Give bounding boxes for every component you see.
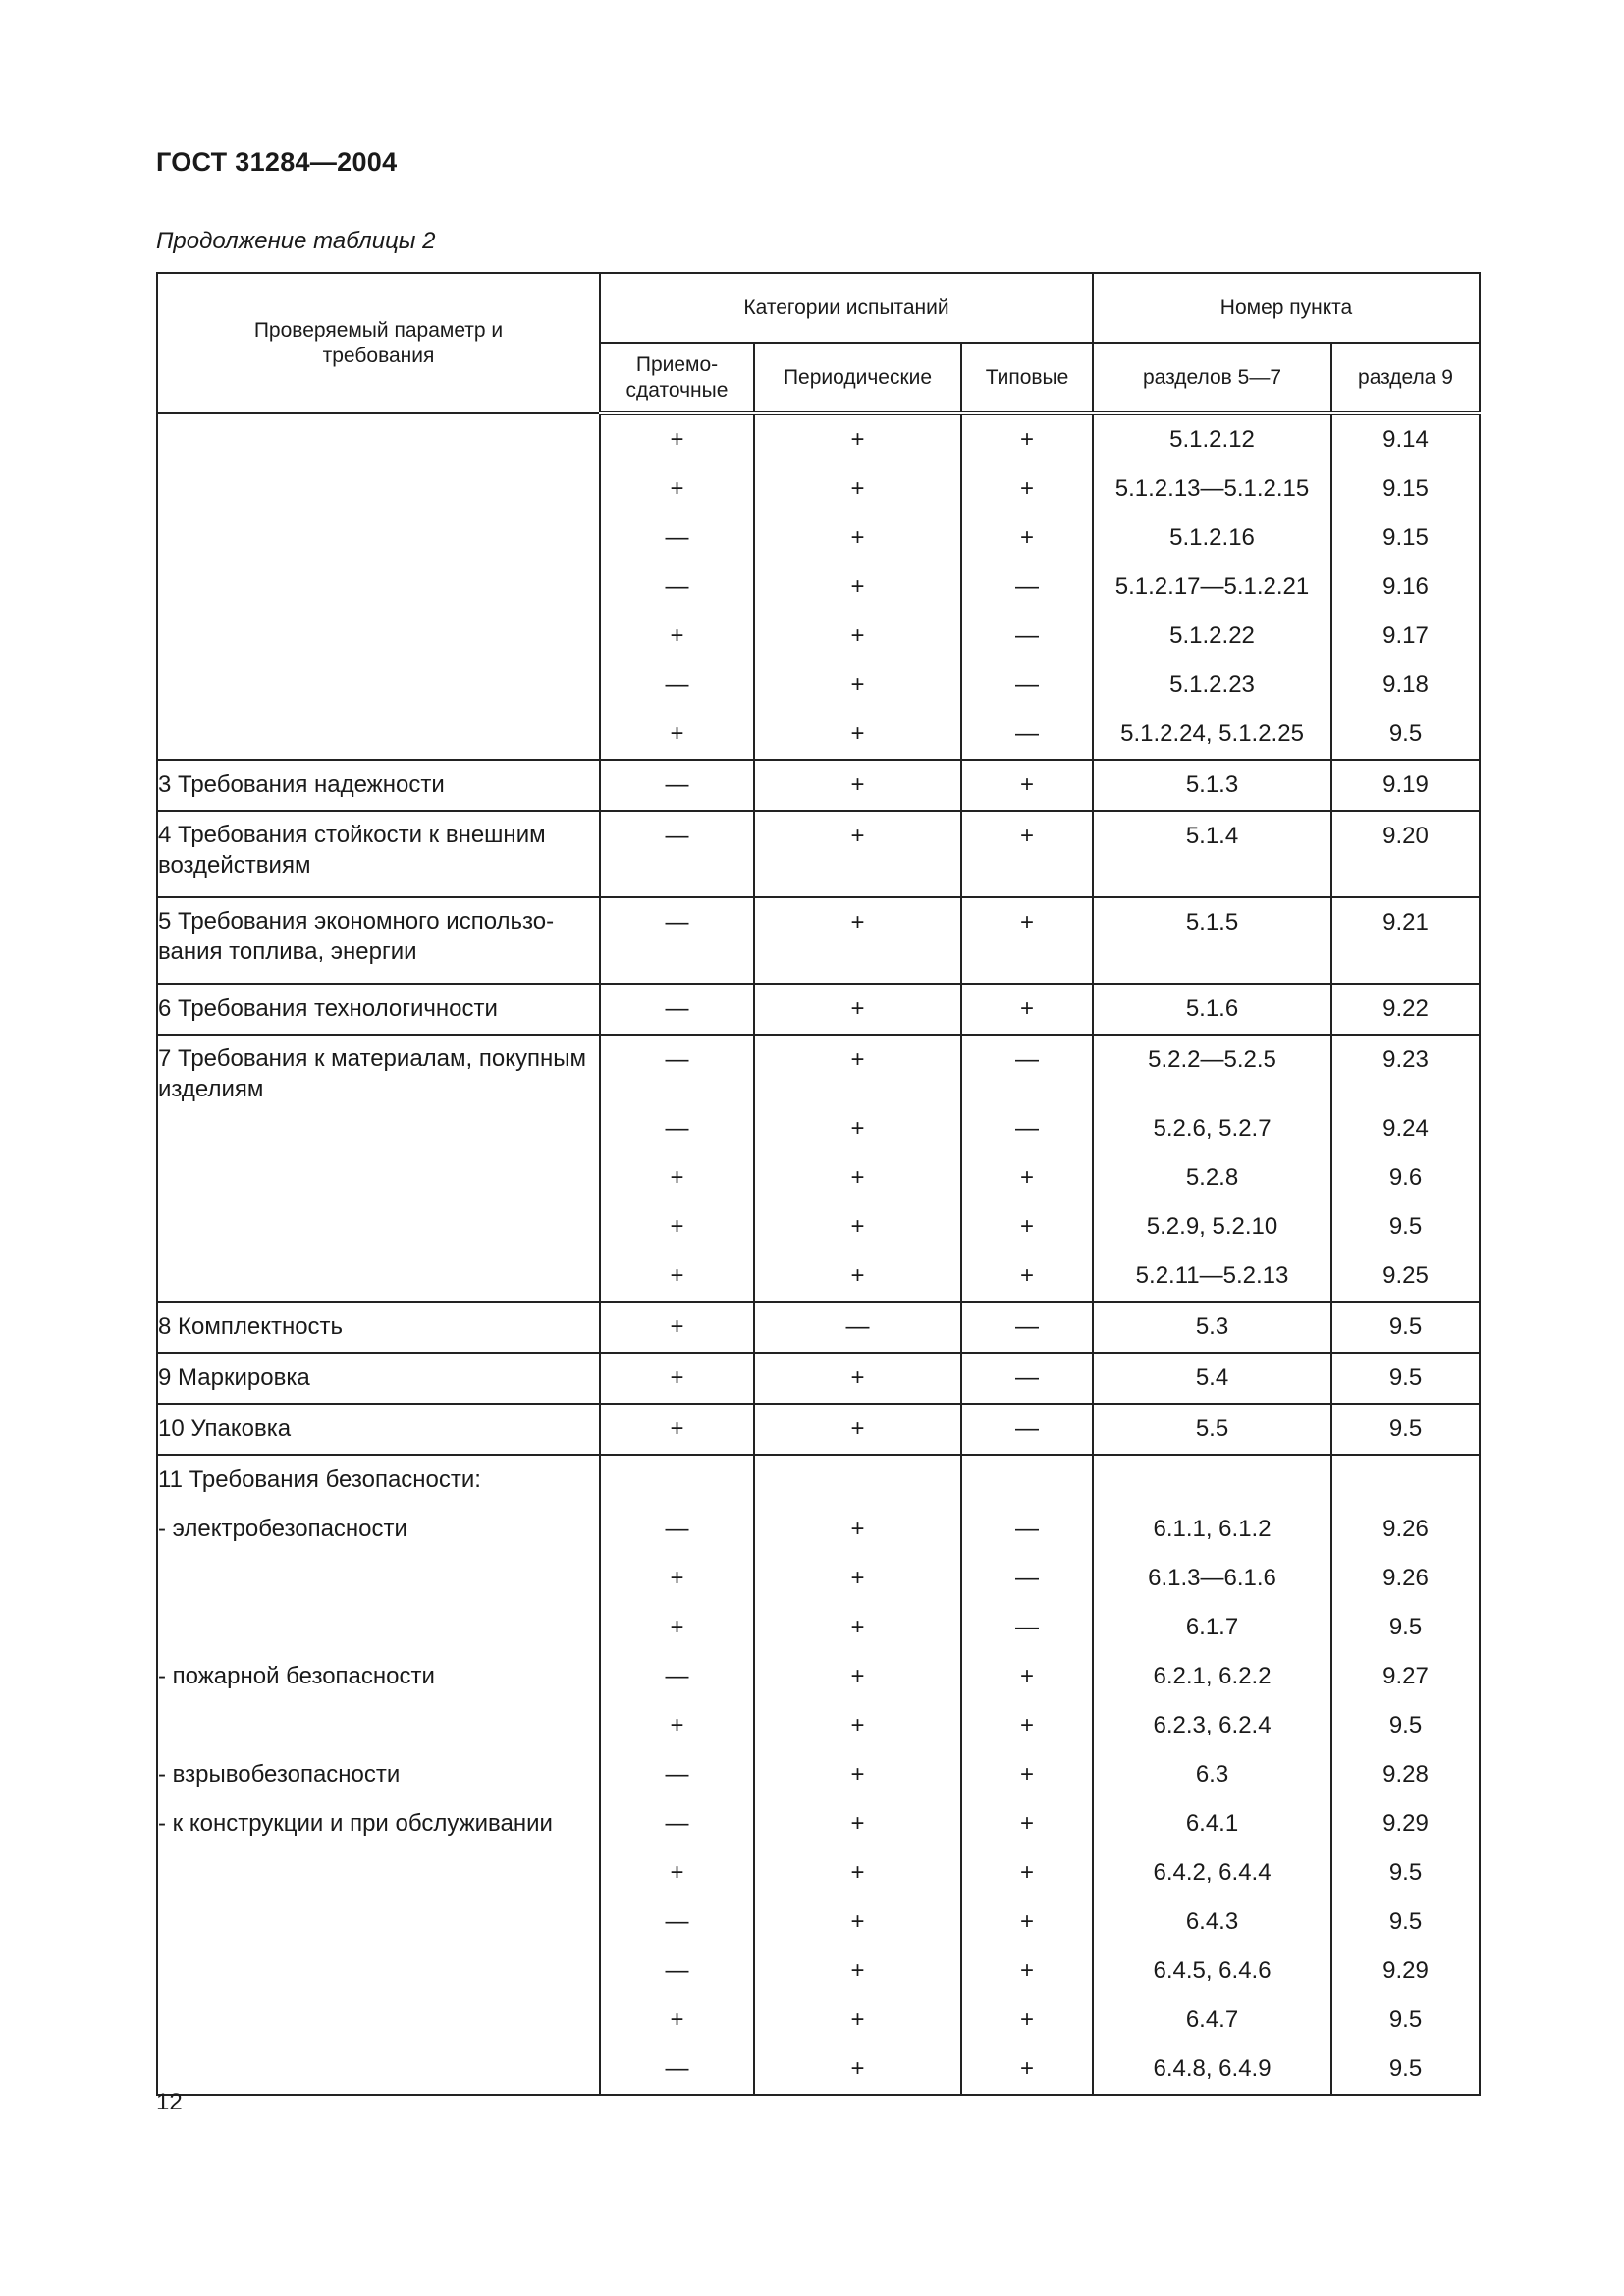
row-clause [1093,1455,1331,1505]
row-type: — [961,1035,1093,1104]
row-acceptance: — [600,1897,754,1947]
row-type: — [961,1302,1093,1353]
row-param: - электробезопасности [157,1505,600,1554]
row-section-9: 9.25 [1331,1252,1480,1302]
row-acceptance: — [600,1652,754,1701]
row-acceptance: + [600,1848,754,1897]
table-row [157,612,1480,661]
row-acceptance: + [600,464,754,513]
row-periodic: — [754,1302,961,1353]
table-row [157,513,1480,562]
row-type: — [961,562,1093,612]
row-param [157,1603,600,1652]
row-param: 11 Требования безопасности: [157,1455,600,1505]
row-type: — [961,1353,1093,1404]
row-periodic: + [754,1750,961,1799]
row-param: - пожарной безопасности [157,1652,600,1701]
row-periodic: + [754,897,961,984]
row-acceptance: — [600,1505,754,1554]
row-type: + [961,1848,1093,1897]
row-periodic: + [754,1996,961,2045]
row-clause: 6.1.7 [1093,1603,1331,1652]
row-acceptance: + [600,1404,754,1455]
header-type: Типовые [961,343,1093,413]
row-param [157,1104,600,1153]
row-clause: 5.2.6, 5.2.7 [1093,1104,1331,1153]
row-section-9: 9.28 [1331,1750,1480,1799]
row-clause: 6.4.5, 6.4.6 [1093,1947,1331,1996]
row-section-9 [1331,1455,1480,1505]
table-row [157,1404,1480,1455]
row-acceptance: — [600,1035,754,1104]
row-type: + [961,811,1093,897]
row-section-9: 9.26 [1331,1554,1480,1603]
row-type: + [961,1652,1093,1701]
row-param [157,513,600,562]
row-section-9: 9.5 [1331,1603,1480,1652]
header-param: Проверяемый параметр и требования [157,273,600,413]
row-periodic: + [754,1353,961,1404]
row-type: + [961,1153,1093,1202]
row-type: + [961,1750,1093,1799]
row-clause: 6.4.2, 6.4.4 [1093,1848,1331,1897]
row-type: — [961,1603,1093,1652]
header-section-9: раздела 9 [1331,343,1480,413]
row-param: 3 Требования надежности [157,760,600,811]
table-row [157,1897,1480,1947]
row-acceptance: — [600,1947,754,1996]
row-section-9: 9.29 [1331,1799,1480,1848]
table-row [157,984,1480,1035]
row-type: + [961,2045,1093,2095]
row-acceptance [600,1455,754,1505]
row-section-9: 9.21 [1331,897,1480,984]
table-row [157,562,1480,612]
table-row [157,1652,1480,1701]
table-row [157,1153,1480,1202]
table-row [157,1848,1480,1897]
row-acceptance: — [600,984,754,1035]
row-type: + [961,1799,1093,1848]
table-row [157,710,1480,760]
row-section-9: 9.5 [1331,2045,1480,2095]
row-clause: 6.4.8, 6.4.9 [1093,2045,1331,2095]
table-row [157,413,1480,464]
row-param [157,710,600,760]
header-acceptance: Приемо-сдаточные [600,343,754,413]
row-periodic: + [754,1897,961,1947]
row-param: 7 Требования к материалам, покупным изделиям [157,1035,600,1104]
row-acceptance: — [600,811,754,897]
table-caption: Продолжение таблицы 2 [156,228,436,254]
table-row [157,1554,1480,1603]
row-clause: 5.1.2.22 [1093,612,1331,661]
header-clause-number: Номер пункта [1093,273,1480,343]
row-type: — [961,1554,1093,1603]
row-param [157,464,600,513]
row-periodic: + [754,562,961,612]
row-acceptance: + [600,1153,754,1202]
row-section-9: 9.27 [1331,1652,1480,1701]
row-acceptance: — [600,1104,754,1153]
row-acceptance: — [600,562,754,612]
row-clause: 5.1.2.16 [1093,513,1331,562]
row-clause: 6.4.3 [1093,1897,1331,1947]
table-row [157,897,1480,984]
table-row [157,464,1480,513]
row-periodic: + [754,2045,961,2095]
page-number: 12 [156,2089,183,2115]
row-clause: 5.1.2.12 [1093,413,1331,464]
row-acceptance: — [600,513,754,562]
row-acceptance: — [600,1799,754,1848]
row-periodic: + [754,1848,961,1897]
row-section-9: 9.16 [1331,562,1480,612]
row-section-9: 9.23 [1331,1035,1480,1104]
row-section-9: 9.14 [1331,413,1480,464]
row-clause: 5.5 [1093,1404,1331,1455]
row-type: — [961,661,1093,710]
row-acceptance: + [600,1302,754,1353]
row-type: + [961,464,1093,513]
row-type: + [961,513,1093,562]
row-acceptance: + [600,1554,754,1603]
row-acceptance: — [600,661,754,710]
table-row [157,1603,1480,1652]
table-row [157,1202,1480,1252]
row-type: — [961,612,1093,661]
table-row [157,1252,1480,1302]
row-periodic: + [754,710,961,760]
row-acceptance: + [600,1353,754,1404]
row-clause: 5.1.2.17—5.1.2.21 [1093,562,1331,612]
row-section-9: 9.5 [1331,1302,1480,1353]
row-param: - взрывобезопасности [157,1750,600,1799]
row-periodic: + [754,1153,961,1202]
row-clause: 5.2.9, 5.2.10 [1093,1202,1331,1252]
row-clause: 6.2.1, 6.2.2 [1093,1652,1331,1701]
row-acceptance: — [600,760,754,811]
row-param [157,661,600,710]
row-periodic: + [754,1505,961,1554]
row-acceptance: + [600,1603,754,1652]
table-row [157,1035,1480,1104]
row-section-9: 9.5 [1331,1848,1480,1897]
row-section-9: 9.5 [1331,1353,1480,1404]
row-clause: 5.3 [1093,1302,1331,1353]
row-clause: 5.1.3 [1093,760,1331,811]
row-param [157,1153,600,1202]
row-type: — [961,1404,1093,1455]
row-type: + [961,1897,1093,1947]
row-type: + [961,760,1093,811]
row-periodic: + [754,413,961,464]
table-row [157,1701,1480,1750]
row-param [157,1202,600,1252]
header-periodic: Периодические [754,343,961,413]
table-row [157,1353,1480,1404]
row-section-9: 9.5 [1331,710,1480,760]
row-type: — [961,710,1093,760]
row-param: 10 Упаковка [157,1404,600,1455]
table-row [157,1302,1480,1353]
row-periodic: + [754,984,961,1035]
table-row [157,811,1480,897]
row-periodic: + [754,1252,961,1302]
row-periodic: + [754,1701,961,1750]
row-periodic: + [754,1603,961,1652]
row-type [961,1455,1093,1505]
row-param: 4 Требования стойкости к внешним воздействиям [157,811,600,897]
row-clause: 5.1.6 [1093,984,1331,1035]
table-row [157,1996,1480,2045]
row-acceptance: + [600,1252,754,1302]
table-row [157,661,1480,710]
table-row [157,1104,1480,1153]
row-section-9: 9.6 [1331,1153,1480,1202]
row-section-9: 9.5 [1331,1404,1480,1455]
row-param [157,1897,600,1947]
row-clause: 5.4 [1093,1353,1331,1404]
row-param [157,1252,600,1302]
row-clause: 6.4.1 [1093,1799,1331,1848]
row-acceptance: — [600,2045,754,2095]
row-type: + [961,413,1093,464]
table-body [157,413,1480,2095]
row-param: 8 Комплектность [157,1302,600,1353]
row-periodic: + [754,1202,961,1252]
row-acceptance: — [600,897,754,984]
row-periodic: + [754,513,961,562]
row-clause: 5.1.4 [1093,811,1331,897]
row-acceptance: + [600,612,754,661]
row-periodic: + [754,661,961,710]
row-section-9: 9.20 [1331,811,1480,897]
row-section-9: 9.22 [1331,984,1480,1035]
row-type: + [961,984,1093,1035]
table-row [157,1505,1480,1554]
row-section-9: 9.26 [1331,1505,1480,1554]
row-clause: 5.2.11—5.2.13 [1093,1252,1331,1302]
row-acceptance: — [600,1750,754,1799]
row-param [157,1848,600,1897]
row-clause: 5.2.2—5.2.5 [1093,1035,1331,1104]
row-type: + [961,1252,1093,1302]
row-param [157,1701,600,1750]
row-type: + [961,1996,1093,2045]
header-sections-5-7: разделов 5—7 [1093,343,1331,413]
row-clause: 5.1.2.24, 5.1.2.25 [1093,710,1331,760]
row-periodic: + [754,811,961,897]
row-section-9: 9.17 [1331,612,1480,661]
row-acceptance: + [600,1701,754,1750]
row-param [157,1996,600,2045]
row-periodic: + [754,1035,961,1104]
row-type: — [961,1104,1093,1153]
row-type: + [961,897,1093,984]
row-param [157,1947,600,1996]
table-row [157,1455,1480,1505]
table-row [157,2045,1480,2095]
row-periodic: + [754,1947,961,1996]
row-type: + [961,1202,1093,1252]
row-param: 5 Требования экономного использования топлива, энергии [157,897,600,984]
row-param: 9 Маркировка [157,1353,600,1404]
row-clause: 6.2.3, 6.2.4 [1093,1701,1331,1750]
row-clause: 5.1.2.13—5.1.2.15 [1093,464,1331,513]
row-section-9: 9.5 [1331,1701,1480,1750]
row-clause: 6.1.1, 6.1.2 [1093,1505,1331,1554]
row-type: + [961,1947,1093,1996]
row-section-9: 9.18 [1331,661,1480,710]
row-periodic: + [754,612,961,661]
row-acceptance: + [600,1202,754,1252]
row-periodic: + [754,760,961,811]
row-section-9: 9.19 [1331,760,1480,811]
row-section-9: 9.5 [1331,1996,1480,2045]
row-clause: 6.1.3—6.1.6 [1093,1554,1331,1603]
row-periodic: + [754,464,961,513]
row-clause: 5.1.2.23 [1093,661,1331,710]
row-periodic: + [754,1554,961,1603]
row-param [157,413,600,464]
row-section-9: 9.24 [1331,1104,1480,1153]
row-clause: 5.2.8 [1093,1153,1331,1202]
row-type: + [961,1701,1093,1750]
header-test-categories: Категории испытаний [600,273,1093,343]
document-code: ГОСТ 31284—2004 [156,147,398,177]
row-periodic: + [754,1404,961,1455]
table-row [157,1799,1480,1848]
table-row [157,760,1480,811]
table-row [157,1947,1480,1996]
row-param: - к конструкции и при обслуживании [157,1799,600,1848]
row-param [157,2045,600,2095]
table-row [157,1750,1480,1799]
row-type: — [961,1505,1093,1554]
row-clause: 5.1.5 [1093,897,1331,984]
row-section-9: 9.5 [1331,1202,1480,1252]
row-section-9: 9.29 [1331,1947,1480,1996]
row-param [157,1554,600,1603]
row-acceptance: + [600,1996,754,2045]
row-periodic: + [754,1104,961,1153]
row-clause: 6.3 [1093,1750,1331,1799]
requirements-table [156,272,1481,2096]
row-periodic: + [754,1799,961,1848]
row-section-9: 9.15 [1331,513,1480,562]
row-clause: 6.4.7 [1093,1996,1331,2045]
row-param [157,562,600,612]
row-section-9: 9.15 [1331,464,1480,513]
row-param: 6 Требования технологичности [157,984,600,1035]
row-periodic: + [754,1652,961,1701]
row-acceptance: + [600,413,754,464]
row-param [157,612,600,661]
row-periodic [754,1455,961,1505]
row-acceptance: + [600,710,754,760]
row-section-9: 9.5 [1331,1897,1480,1947]
